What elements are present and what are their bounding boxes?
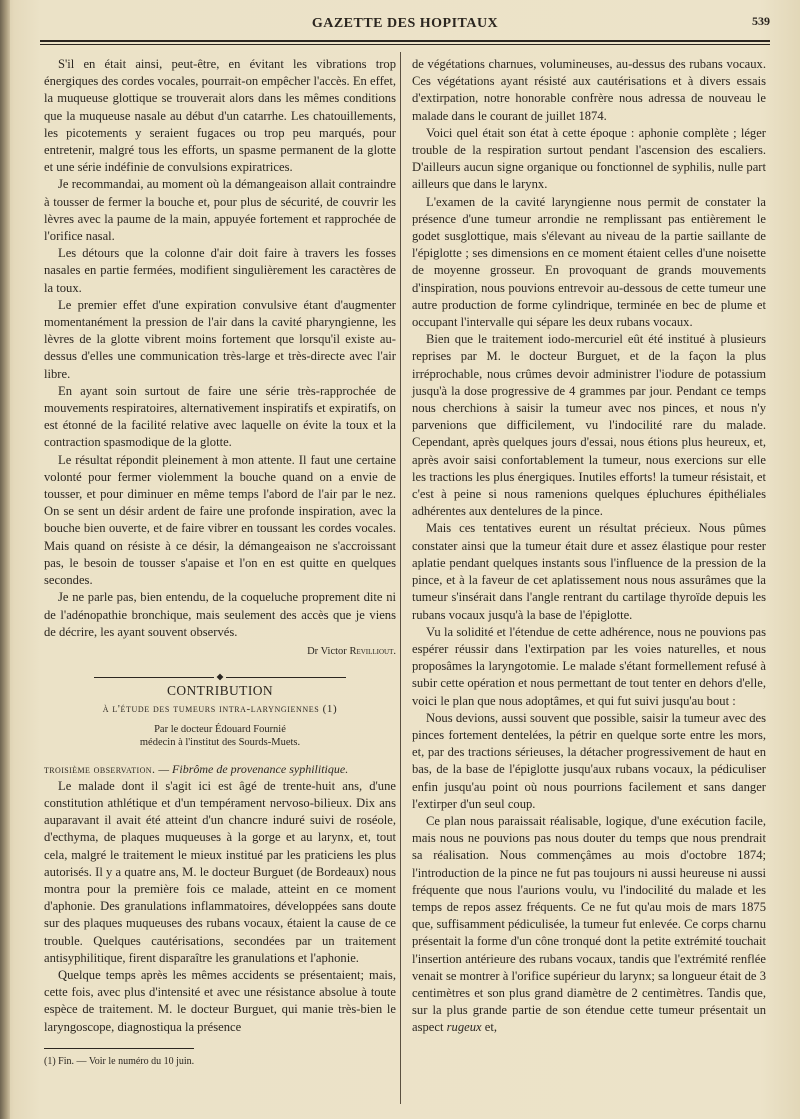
page-number: 539	[752, 14, 770, 28]
right-column	[412, 56, 766, 1037]
observation-heading	[44, 761, 396, 778]
paragraph: Le malade dont il s'agit ici est âgé de trente-huit ans, d'une constitution athlétique et d'un tempérament nervoso-bilieux. Dix ans auparavant il avait été atteint d'un chancre induré suivi de roséole, d'ecthyma, de plaques muqueuses à la gorge et au larynx, et, tout cela, malgré le traitement le mieux institué par les praticiens les plus autorisés. Il y a quatre ans, M. le docteur Burguet (de Bordeaux) nous montra pour la première fois ce malade, atteint en ce moment d'aphonie. Des granulations inflammatoires, développées sans doute sur des plaques muqueuses des rubans vocaux, étaient la cause de ce trouble. Quelques cautérisations, secondées par un traitement antisyphilitique, firent disparaître les granulations et l'aphonie.	[44, 778, 396, 965]
paragraph: En ayant soin surtout de faire une série très-rapprochée de mouvements respiratoires, alternativement inspiratifs et expiratifs, on est étonné de la facilité relative avec laquelle on évite la toux et la contraction spasmodique de la glotte.	[44, 383, 396, 450]
footnote: (1) Fin. — Voir le numéro du 10 juin.	[44, 1055, 195, 1067]
header-rule-thin	[40, 44, 770, 45]
paragraph: L'examen de la cavité laryngienne nous permit de constater la présence d'une tumeur arrondie ne remplissant pas entièrement le godet susglottique, mais s'élevant au niveau de la partie saillante de l'épiglotte ; ses dimensions en ce moment étaient celles d'une noisette de moyenne grosseur. En provoquant de grands mouvements d'inspiration, nous pouvions entrevoir au-dessous de cette tumeur une autre production de forme cylindrique, terminée en bec de plume et occupant l'intervalle qui sépare les deux rubans vocaux.	[412, 194, 766, 330]
paragraph-tail: et,	[481, 1020, 497, 1035]
paragraph: de végétations charnues, volumineuses, au-dessus des rubans vocaux. Ces végétations ayant résisté aux cautérisations et à divers essais d'extirpation, notre honorable confrère nous adressa de nouveau le malade dans le courant de juillet 1874.	[412, 57, 766, 123]
paragraph: Quelque temps après les mêmes accidents se présentaient; mais, cette fois, avec plus d'intensité et avec une résistance absolue à toute espèce de traitement. M. le docteur Burguet, qui manie très-bien le laryngoscope, diagnostiqua la présence	[44, 967, 396, 1034]
column-divider	[400, 52, 401, 1104]
paragraph-text: Ce plan nous paraissait réalisable, logique, d'une exécution facile, mais nous ne pouvions pas nous douter du temps que nous prendrait sa réalisation. Nous commençâmes au mois d'octobre 1874; l'introduction de la pince ne fut pas toujours ni aussi heureuse ni aussi fréquente que nous l'aurions voulu, vu l'indocilité du malade et les temps de repos assez fréquents. Ce ne fut qu'au mois de mars 1875 que, suffisamment pédiculisée, la tumeur fut enlevée. Ce corps charnu présentait la forme d'un cône tronqué dont la petite extrémité touchait l'insertion antérieure des rubans vocaux, tandis que l'extrémité renflée venait se montrer à l'orifice supérieur du larynx; sa longueur était de 3 centimètres et son plus grand diamètre de 2 centimètres. Tandis que, sur la plus grande partie de son étendue cette tumeur présentait un aspect	[412, 813, 766, 1035]
paragraph: Le résultat répondit pleinement à mon attente. Il faut une certaine volonté pour fermer violemment la bouche quand on a envie de tousser, et pour diminuer en même temps l'abord de l'air par le nez. On se sent un désir ardent de faire une profonde inspiration, avec la bouche bien ouverte, et de faire vibrer en toussant les cordes vocales. Mais quand on résiste à ce désir, la démangeaison ne s'accroissant pas, le besoin de tousser s'apaise et l'on en est quitte en quelques secondes.	[44, 452, 396, 588]
paragraph: S'il en était ainsi, peut-être, en évitant les vibrations trop énergiques des cordes vocales, pourrait-on empêcher l'accès. En effet, la muqueuse glottique se trouverait alors dans les mêmes conditions que la muqueuse nasale au début d'un catarrhe. Les chatouillements, les picotements y seraient fugaces ou trop peu marqués, pour entretenir, malgré tous les efforts, un spasme permanent de la glotte et une série indéfinie de convulsions expiratrices.	[44, 57, 396, 175]
section-divider	[44, 668, 396, 676]
paragraph: Bien que le traitement iodo-mercuriel eût été institué à plusieurs reprises par M. le docteur Burguet, et de la façon la plus irréprochable, nous crûmes devoir administrer l'iodure de potassium jusqu'à la dose progressive de 4 grammes par jour. Pendant ce temps nous cherchions à saisir la tumeur avec nos pinces, et nous n'y parvenions que difficilement, vu l'indocilité rare du malade. Cependant, après quelques jours d'essai, nous étions plus heureux, et, après avoir saisi confortablement la tumeur, nous exercions sur elle les tractions les plus énergiques. Inutiles efforts! la tumeur résistait, et c'est à peine si nous ramenions quelques épluchures épithéliales adhérentes aux dentelures de la pince.	[412, 332, 766, 519]
author-affiliation: médecin à l'institut des Sourds-Muets.	[139, 736, 301, 748]
left-column	[44, 56, 396, 1068]
paragraph	[412, 813, 766, 1037]
article-subtitle-text: à l'étude des tumeurs intra-laryngiennes (1)	[102, 703, 338, 716]
signature	[44, 643, 396, 660]
footnote-rule	[44, 1048, 194, 1049]
paragraph: Les détours que la colonne d'air doit faire à travers les fosses nasales en partie fermées, modifient singulièrement les caractères de la toux.	[44, 246, 396, 295]
paragraph: Je ne parle pas, bien entendu, de la coqueluche proprement dite ni de l'adénopathie bronchique, mais seulement des accès que je viens de décrire, les ayant souvent observés.	[44, 590, 396, 639]
journal-title: GAZETTE DES HOPITAUX	[311, 16, 499, 31]
observation-title: — Fibrôme de provenance syphilitique.	[158, 761, 349, 776]
author-block	[44, 723, 396, 749]
italic-word: rugeux	[446, 1020, 482, 1035]
signature-name: Revilliout.	[349, 645, 396, 657]
header-rule-thick	[40, 40, 770, 42]
paragraph: Mais ces tentatives eurent un résultat précieux. Nous pûmes constater ainsi que la tumeur était dure et assez élastique pour rester aplatie pendant quelques instants sous l'influence de la pression de la pince, et à la faveur de cet aplatissement nous nous assurâmes que la tumeur s'insérait dans l'angle rentrant du cartilage thyroïde depuis les rubans vocaux jusqu'à la base de l'épiglotte.	[412, 521, 766, 622]
paragraph: Voici quel était son état à cette époque : aphonie complète ; léger trouble de la respiration surtout pendant l'ascension des escaliers. D'ailleurs aucun signe organique ou fonctionnel de syphilis, nulle part ailleurs que dans le larynx.	[412, 125, 766, 192]
paragraph: Le premier effet d'une expiration convulsive étant d'augmenter momentanément la pression de l'air dans la cavité pharyngienne, les lèvres de la glotte vibrent moins fortement que lorsqu'il existe au-dessus d'elles une communication très-large et très-directe avec l'air libre.	[44, 297, 396, 381]
observation-lead: troisième observation.	[44, 761, 156, 776]
signature-prefix: Dr Victor	[307, 645, 347, 657]
article-title: CONTRIBUTION	[166, 683, 274, 699]
paragraph: Vu la solidité et l'étendue de cette adhérence, nous ne pouvions pas espérer réussir dans l'extirpation par les voies naturelles, et nous proposâmes la laryngotomie. Le malade s'étant formellement refusé à subir cette opération et nous permettant de tout tenter en dehors d'elle, voici le plan que nous adoptâmes, et qui fut suivi jusqu'au bout :	[412, 624, 766, 708]
paragraph: Je recommandai, au moment où la démangeaison allait contraindre à tousser de fermer la bouche et, pour plus de sécurité, de couvrir les lèvres avec la paume de la main, appuyée fortement et rapprochée de l'orifice nasal.	[44, 177, 396, 244]
paragraph: Nous devions, aussi souvent que possible, saisir la tumeur avec des pinces fortement dentelées, la pétrir en quelque sorte entre les mors, et, par des tractions sérieuses, la détacher progressivement de haut en bas, de la base de l'épiglotte jusqu'aux rubans vocaux, la pédiculiser enfin jusqu'au point où nous pourrions facilement et sans danger l'extirper d'un seul coup.	[412, 710, 766, 811]
page-header	[40, 14, 770, 38]
page-binding-edge	[0, 0, 10, 1119]
author-name: Par le docteur Édouard Fournié	[154, 723, 286, 735]
article-subtitle	[44, 701, 396, 718]
